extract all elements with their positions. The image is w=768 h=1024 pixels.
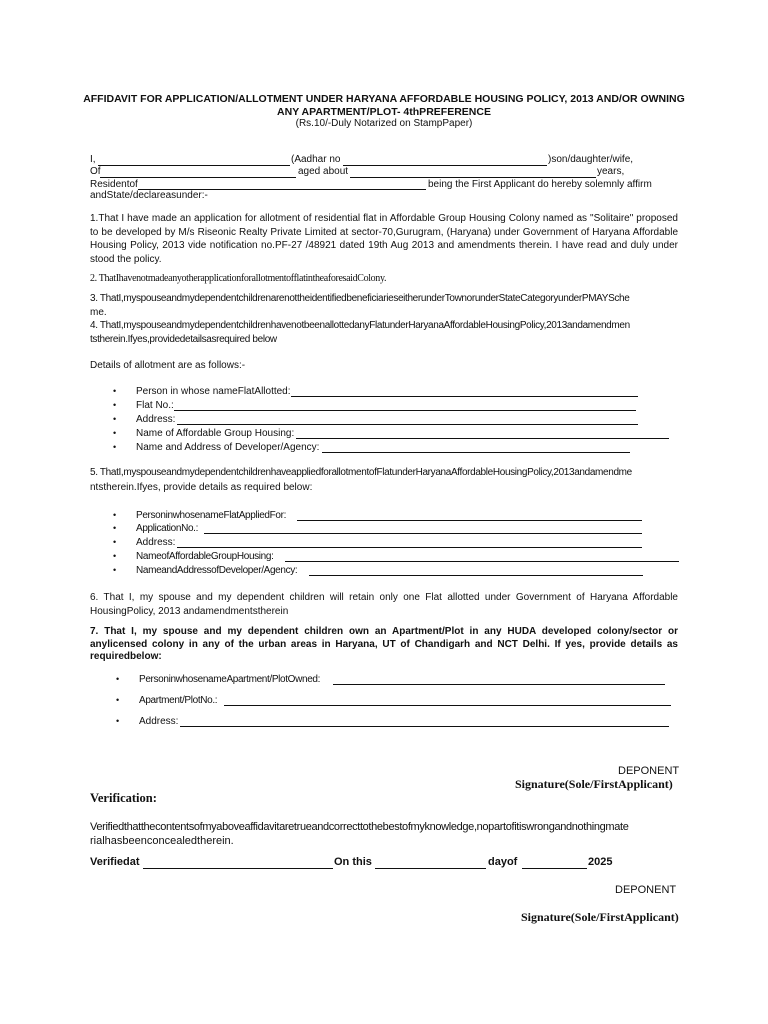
paragraph-5-line2: ntstherein.Ifyes, provide details as required below: [90,482,313,493]
bullet-icon: • [113,414,117,424]
paragraph-4-line2: tstherein.Ifyes,providedetailsasrequired below [90,334,277,345]
verification-text-line1: Verifiedthatthecontentsofmyaboveaffidavitaretrueandcorrecttothebestofmyknowledge,nopartofitiswrongandnothingmate [90,821,629,833]
applied-developer-blank[interactable] [309,575,643,576]
applied-address-blank[interactable] [177,547,642,548]
applied-housing-label: NameofAffordableGroupHousing: [136,551,274,562]
day-of-label: dayof [488,856,518,868]
resident-label: Residentof [90,179,138,190]
bullet-icon: • [113,565,117,575]
applied-person-blank[interactable] [297,520,642,521]
paragraph-7: 7. That I, my spouse and my dependent children own an Apartment/Plot in any HUDA developed colony/sector or anylicensed colony in any of the urban areas in Haryana, UT of Chandigarh and NCT Delhi. If yes, provide details as requiredbelow: [90,626,678,662]
aadhar-blank[interactable] [343,165,547,166]
parent-name-blank[interactable] [100,177,296,178]
bullet-icon: • [113,537,117,547]
relation-label: )son/daughter/wife, [548,154,634,165]
signature-label-1: Signature(Sole/FirstApplicant) [515,777,673,791]
allotted-person-blank[interactable] [291,396,638,397]
owned-person-blank[interactable] [333,684,665,685]
first-applicant-text: being the First Applicant do hereby solemnly affirm [428,179,652,190]
aged-label: aged about [298,166,349,177]
name-blank[interactable] [98,165,290,166]
deponent-label-2: DEPONENT [615,884,677,896]
document-title-line2: ANY APARTMENT/PLOT- 4thPREFERENCE [277,106,491,118]
owned-plot-no-label: Apartment/PlotNo.: [139,695,218,706]
verification-year: 2025 [588,856,613,868]
of-label: Of [90,166,101,177]
document-title-line1: AFFIDAVIT FOR APPLICATION/ALLOTMENT UNDER HARYANA AFFORDABLE HOUSING POLICY, 2013 AND/OR OWNING [83,93,685,105]
paragraph-1: 1.That I have made an application for allotment of residential flat in Affordable Group Housing Colony named as "Solitaire" proposed to be developed by M/s Riseonic Realty Private Limited at sector-70,Gurugram, (Haryana) under Government of Haryana Affordable Housing Policy, 2013 vide notification no.PF-27 /48921 dated 19th Aug 2013 and amendments therein. I have read and duly under stood the policy. [90,213,678,265]
intro-i-label: I, [90,154,96,165]
applied-address-label: Address: [136,537,176,548]
paragraph-3-line1: 3. ThatI,myspouseandmydependentchildrenarenottheidentifiedbeneficiarieseitherunderTownorunderStateCategoryunderPMAYSche [90,293,630,304]
bullet-icon: • [116,674,120,684]
paragraph-2: 2. ThatIhavenotmadeanyotherapplicationforallotmentofflatintheaforesaidColony. [90,273,387,284]
bullet-icon: • [113,386,117,396]
verification-heading: Verification: [90,791,157,805]
bullet-icon: • [113,442,117,452]
age-blank[interactable] [350,177,596,178]
allotted-person-label: Person in whose nameFlatAllotted: [136,386,291,397]
on-this-blank[interactable] [375,868,486,869]
bullet-icon: • [116,716,120,726]
applied-application-no-blank[interactable] [204,533,642,534]
allotted-developer-label: Name and Address of Developer/Agency: [136,442,320,453]
bullet-icon: • [113,510,117,520]
owned-person-label: PersoninwhosenameApartment/PlotOwned: [139,674,321,685]
paragraph-4-line1: 4. ThatI,myspouseandmydependentchildrenhavenotbeenallottedanyFlatunderHaryanaAffordableHousingPolicy,2013andamendmen [90,320,630,331]
bullet-icon: • [116,695,120,705]
bullet-icon: • [113,523,117,533]
aadhar-label: (Aadhar no [291,154,341,165]
allotted-flat-no-label: Flat No.: [136,400,174,411]
applied-person-label: PersoninwhosenameFlatAppliedFor: [136,510,286,521]
paragraph-3-line2: me. [90,307,107,318]
verification-text-line2: rialhasbeenconcealedtherein. [90,835,234,847]
paragraph-6: 6. That I, my spouse and my dependent children will retain only one Flat allotted under Government of Haryana Affordable HousingPolicy, 2013 andamendmentstherein [90,592,678,617]
allotted-address-blank[interactable] [177,424,638,425]
bullet-icon: • [113,551,117,561]
applied-housing-blank[interactable] [285,561,679,562]
allotted-housing-blank[interactable] [296,438,669,439]
owned-plot-no-blank[interactable] [224,705,671,706]
years-label: years, [597,166,625,177]
allotted-housing-label: Name of Affordable Group Housing: [136,428,295,439]
verified-at-blank[interactable] [143,868,333,869]
bullet-icon: • [113,400,117,410]
deponent-label-1: DEPONENT [618,765,680,777]
on-this-label: On this [334,856,372,868]
applied-developer-label: NameandAddressofDeveloper/Agency: [136,565,298,576]
month-blank[interactable] [522,868,587,869]
allotted-address-label: Address: [136,414,176,425]
applied-application-no-label: ApplicationNo.: [136,523,199,534]
bullet-icon: • [113,428,117,438]
verified-at-label: Verifiedat [90,856,140,868]
allotted-flat-no-blank[interactable] [174,410,636,411]
signature-label-2: Signature(Sole/FirstApplicant) [521,910,679,924]
document-subtitle: (Rs.10/-Duly Notarized on StampPaper) [295,118,473,129]
owned-address-blank[interactable] [180,726,669,727]
details-heading: Details of allotment are as follows:- [90,360,246,371]
allotted-developer-blank[interactable] [322,452,630,453]
state-text: andState/declareasunder:- [90,190,208,201]
paragraph-5-line1: 5. ThatI,myspouseandmydependentchildrenhaveappliedforallotmentofFlatunderHaryanaAffordableHousingPolicy,2013andamendme [90,467,632,478]
owned-address-label: Address: [139,716,179,727]
